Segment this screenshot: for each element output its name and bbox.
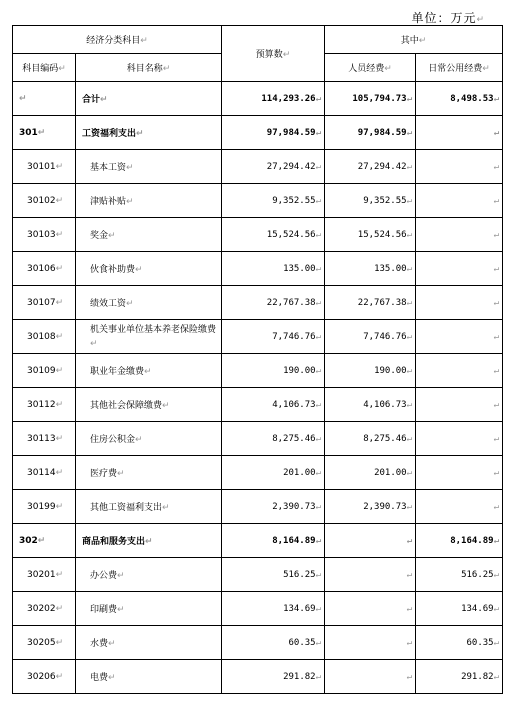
table-row bbox=[13, 626, 503, 660]
code-cell: 30199↵ bbox=[13, 490, 76, 524]
code-cell: 30201↵ bbox=[13, 558, 76, 592]
name-cell: 其他工资福利支出↵ bbox=[76, 490, 222, 524]
public-cell: 8,164.89↵ bbox=[416, 524, 503, 558]
budget-cell: 135.00↵ bbox=[222, 252, 325, 286]
code-cell: 30106↵ bbox=[13, 252, 76, 286]
personnel-cell: ↵ bbox=[325, 626, 416, 660]
public-cell: 134.69↵ bbox=[416, 592, 503, 626]
budget-cell: 60.35↵ bbox=[222, 626, 325, 660]
public-cell: ↵ bbox=[416, 388, 503, 422]
personnel-cell: 135.00↵ bbox=[325, 252, 416, 286]
code-cell: 30101↵ bbox=[13, 150, 76, 184]
name-col-header: 科目名称↵ bbox=[76, 54, 222, 82]
personnel-cell: 97,984.59↵ bbox=[325, 116, 416, 150]
budget-cell: 4,106.73↵ bbox=[222, 388, 325, 422]
name-cell: 印刷费↵ bbox=[76, 592, 222, 626]
unit-label bbox=[411, 9, 485, 26]
name-cell: 绩效工资↵ bbox=[76, 286, 222, 320]
personnel-cell: 9,352.55↵ bbox=[325, 184, 416, 218]
budget-cell: 291.82↵ bbox=[222, 660, 325, 694]
public-cell: ↵ bbox=[416, 218, 503, 252]
table-row bbox=[13, 524, 503, 558]
budget-cell: 22,767.38↵ bbox=[222, 286, 325, 320]
table-row bbox=[13, 116, 503, 150]
code-cell: 30114↵ bbox=[13, 456, 76, 490]
personnel-cell: 22,767.38↵ bbox=[325, 286, 416, 320]
name-cell: 电费↵ bbox=[76, 660, 222, 694]
personnel-cell: 8,275.46↵ bbox=[325, 422, 416, 456]
personnel-cell: 105,794.73↵ bbox=[325, 82, 416, 116]
name-cell: 其他社会保障缴费↵ bbox=[76, 388, 222, 422]
name-cell: 住房公积金↵ bbox=[76, 422, 222, 456]
public-cell: ↵ bbox=[416, 252, 503, 286]
table-row bbox=[13, 320, 503, 354]
public-cell: ↵ bbox=[416, 490, 503, 524]
public-cell: 291.82↵ bbox=[416, 660, 503, 694]
name-cell: 医疗费↵ bbox=[76, 456, 222, 490]
budget-cell: 15,524.56↵ bbox=[222, 218, 325, 252]
budget-cell: 27,294.42↵ bbox=[222, 150, 325, 184]
code-col-header: 科目编码↵ bbox=[13, 54, 76, 82]
personnel-cell: 201.00↵ bbox=[325, 456, 416, 490]
personnel-cell: ↵ bbox=[325, 524, 416, 558]
paragraph-mark: ↵ bbox=[476, 15, 485, 25]
table-row bbox=[13, 592, 503, 626]
budget-cell: 114,293.26↵ bbox=[222, 82, 325, 116]
name-cell: 合计↵ bbox=[76, 82, 222, 116]
public-cell: 8,498.53↵ bbox=[416, 82, 503, 116]
public-cell: ↵ bbox=[416, 184, 503, 218]
name-cell: 职业年金缴费↵ bbox=[76, 354, 222, 388]
budget-cell: 2,390.73↵ bbox=[222, 490, 325, 524]
code-cell: 302↵ bbox=[13, 524, 76, 558]
code-cell: 30113↵ bbox=[13, 422, 76, 456]
code-cell: 30103↵ bbox=[13, 218, 76, 252]
budget-header: 预算数↵ bbox=[222, 26, 325, 82]
name-cell: 津贴补贴↵ bbox=[76, 184, 222, 218]
table-row bbox=[13, 82, 503, 116]
code-cell: 30202↵ bbox=[13, 592, 76, 626]
name-cell: 水费↵ bbox=[76, 626, 222, 660]
table-row bbox=[13, 422, 503, 456]
budget-cell: 201.00↵ bbox=[222, 456, 325, 490]
table-row bbox=[13, 218, 503, 252]
code-cell: ↵ bbox=[13, 82, 76, 116]
name-cell: 基本工资↵ bbox=[76, 150, 222, 184]
unit-text: 单位：万元 bbox=[411, 11, 477, 25]
table-row bbox=[13, 490, 503, 524]
personnel-cell: 7,746.76↵ bbox=[325, 320, 416, 354]
public-cell: 516.25↵ bbox=[416, 558, 503, 592]
public-cell: ↵ bbox=[416, 320, 503, 354]
public-cell: ↵ bbox=[416, 354, 503, 388]
budget-cell: 97,984.59↵ bbox=[222, 116, 325, 150]
table-row bbox=[13, 150, 503, 184]
personnel-cell: 15,524.56↵ bbox=[325, 218, 416, 252]
table-row bbox=[13, 252, 503, 286]
personnel-cell: ↵ bbox=[325, 592, 416, 626]
budget-cell: 134.69↵ bbox=[222, 592, 325, 626]
table-row bbox=[13, 354, 503, 388]
personnel-cell: 4,106.73↵ bbox=[325, 388, 416, 422]
name-cell: 伙食补助费↵ bbox=[76, 252, 222, 286]
table-row bbox=[13, 286, 503, 320]
header-row-1 bbox=[13, 26, 503, 54]
among-header: 其中↵ bbox=[325, 26, 503, 54]
code-cell: 30206↵ bbox=[13, 660, 76, 694]
budget-cell: 8,164.89↵ bbox=[222, 524, 325, 558]
name-cell: 奖金↵ bbox=[76, 218, 222, 252]
public-col-header: 日常公用经费↵ bbox=[416, 54, 503, 82]
public-cell: 60.35↵ bbox=[416, 626, 503, 660]
public-cell: ↵ bbox=[416, 150, 503, 184]
personnel-cell: 2,390.73↵ bbox=[325, 490, 416, 524]
econ-category-header: 经济分类科目↵ bbox=[13, 26, 222, 54]
code-cell: 30108↵ bbox=[13, 320, 76, 354]
budget-cell: 9,352.55↵ bbox=[222, 184, 325, 218]
code-cell: 30109↵ bbox=[13, 354, 76, 388]
public-cell: ↵ bbox=[416, 286, 503, 320]
code-cell: 30205↵ bbox=[13, 626, 76, 660]
table-row bbox=[13, 388, 503, 422]
name-cell: 商品和服务支出↵ bbox=[76, 524, 222, 558]
table-row bbox=[13, 660, 503, 694]
code-cell: 30102↵ bbox=[13, 184, 76, 218]
table-row bbox=[13, 184, 503, 218]
public-cell: ↵ bbox=[416, 422, 503, 456]
personnel-cell: ↵ bbox=[325, 558, 416, 592]
code-cell: 30107↵ bbox=[13, 286, 76, 320]
budget-table bbox=[12, 25, 503, 694]
personnel-cell: ↵ bbox=[325, 660, 416, 694]
code-cell: 30112↵ bbox=[13, 388, 76, 422]
personnel-col-header: 人员经费↵ bbox=[325, 54, 416, 82]
budget-cell: 8,275.46↵ bbox=[222, 422, 325, 456]
budget-cell: 190.00↵ bbox=[222, 354, 325, 388]
personnel-cell: 190.00↵ bbox=[325, 354, 416, 388]
name-cell: 办公费↵ bbox=[76, 558, 222, 592]
table-row bbox=[13, 456, 503, 490]
name-cell: 机关事业单位基本养老保险缴费↵ bbox=[76, 320, 222, 354]
table-row bbox=[13, 558, 503, 592]
name-cell: 工资福利支出↵ bbox=[76, 116, 222, 150]
personnel-cell: 27,294.42↵ bbox=[325, 150, 416, 184]
code-cell: 301↵ bbox=[13, 116, 76, 150]
public-cell: ↵ bbox=[416, 116, 503, 150]
budget-cell: 516.25↵ bbox=[222, 558, 325, 592]
public-cell: ↵ bbox=[416, 456, 503, 490]
budget-cell: 7,746.76↵ bbox=[222, 320, 325, 354]
